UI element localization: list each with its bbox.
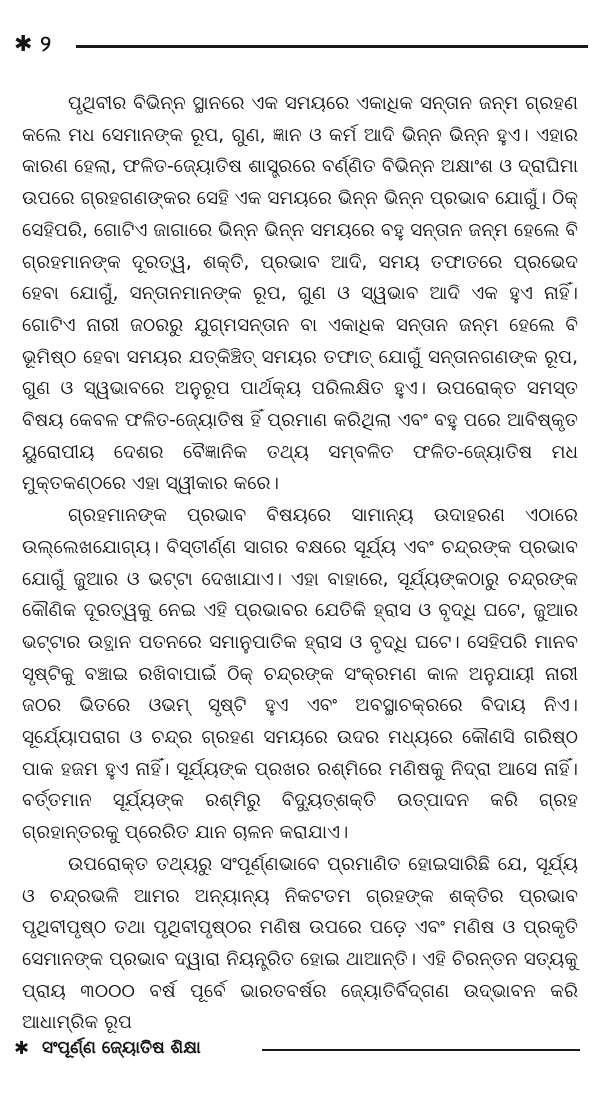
header-rule bbox=[76, 45, 588, 48]
paragraph-1: ପୃଥିବୀର ବିଭିନ୍ନ ସ୍ଥାନରେ ଏକ ସମୟରେ ଏକାଧିକ ସନ୍ତାନ ଜନ୍ମ ଗ୍ରହଣ କଲେ ମଧ ସେମାନଙ୍କ ରୂପ, ଗୁଣ, ଜ୍ଞାନ ଓ କର୍ମ ଆଦି ଭିନ୍ନ ଭିନ୍ନ ହୁଏ। ଏହାର କାରଣ ହେଲା, ଫଳିତ-ଜ୍ୟୋତିଷ ଶାସ୍ତ୍ରରେ ବର୍ଣ୍ଣିତ ବିଭିନ୍ନ ଅକ୍ଷାଂଶ ଓ ଦ୍ରାଘିମା ଉପରେ ଗ୍ରହଗଣଙ୍କର ସେହି ଏକ ସମୟରେ ଭିନ୍ନ ଭିନ୍ନ ପ୍ରଭାବ ଯୋଗୁଁ। ଠିକ୍ ସେହିପରି, ଗୋଟିଏ ଜାଗାରେ ଭିନ୍ନ ଭିନ୍ନ ସମୟରେ ବହୁ ସନ୍ତାନ ଜନ୍ମ ହେଲେ ବି ଗ୍ରହମାନଙ୍କ ଦୂରତ୍ୱ, ଶକ୍ତି, ପ୍ରଭାବ ଆଦି, ସମୟ ତଫାତରେ ପ୍ରଭେଦ ହେବା ଯୋଗୁଁ, ସନ୍ତାନମାନଙ୍କ ରୂପ, ଗୁଣ ଓ ସ୍ୱଭାବ ଆଦି ଏକ ହୁଏ ନାହିଁ। ଗୋଟିଏ ନାରୀ ଜଠରରୁ ଯୁଗ୍ମସନ୍ତାନ ବା ଏକାଧିକ ସନ୍ତାନ ଜନ୍ମ ହେଲେ ବି ଭୂମିଷ୍ଠ ହେବା ସମୟର ଯତ୍କିଞ୍ଚିତ୍ ସମୟର ତଫାତ୍ ଯୋଗୁଁ ସନ୍ତାନଗଣଙ୍କ ରୂପ, ଗୁଣ ଓ ସ୍ୱଭାବରେ ଅନୁରୂପ ପାର୍ଥକ୍ୟ ପରିଲକ୍ଷିତ ହୁଏ। ଉପରୋକ୍ତ ସମସ୍ତ ବିଷୟ କେବଳ ଫଳିତ-ଜ୍ୟୋତିଷ ହିଁ ପ୍ରମାଣ କରିଥିଲା ଏବଂ ବହୁ ପରେ ଆବିଷ୍କୃତ ୟୁରୋପୀୟ ଦେଶର ବୈଜ୍ଞାନିକ ତଥ୍ୟ ସମ୍ବଳିତ ଫଳିତ-ଜ୍ୟୋତିଷ ମଧ ମୁକ୍ତକଣ୍ଠରେ ଏହା ସ୍ୱୀକାର କରେ। bbox=[22, 93, 578, 495]
body-text bbox=[22, 88, 578, 1039]
paragraph-3: ଉପରୋକ୍ତ ତଥ୍ୟରୁ ସଂପୂର୍ଣ୍ଣଭାବେ ପ୍ରମାଣିତ ହୋଇସାରିଛି ଯେ, ସୂର୍ଯ୍ୟ ଓ ଚନ୍ଦ୍ରଭଳି ଆମର ଅନ୍ୟାନ୍ୟ ନିକଟତମ ଗ୍ରହଙ୍କ ଶକ୍ତିର ପ୍ରଭାବ ପୃଥିବୀପୃଷ୍ଠ ତଥା ପୃଥିବୀପୃଷ୍ଠର ମଣିଷ ଉପରେ ପଡ଼େ ଏବଂ ମଣିଷ ଓ ପ୍ରକୃତି ସେମାନଙ୍କ ପ୍ରଭାବ ଦ୍ୱାରା ନିୟନ୍ତ୍ରିତ ହୋଇ ଥାଆନ୍ତି। ଏହି ଚିରନ୍ତନ ସତ୍ୟକୁ ପ୍ରାୟ ୩୦୦୦ ବର୍ଷ ପୂର୍ବେ ଭାରତବର୍ଷର ଜ୍ୟୋତିର୍ବିଦ୍‌ଗଣ ଉଦ୍ଭାବନ କରି ଆଧାମ୍ରିକ ରୂପ bbox=[22, 853, 578, 1034]
page-footer bbox=[14, 1036, 588, 1066]
page-number: ✱ ୨ bbox=[14, 32, 52, 57]
page-header bbox=[14, 30, 588, 62]
book-title: ସଂପୂର୍ଣ୍ଣ ଜ୍ୟୋତିଷ ଶିକ୍ଷା bbox=[42, 1038, 201, 1058]
star-icon: ✱ bbox=[14, 1038, 30, 1059]
paragraph-2: ଗ୍ରହମାନଙ୍କ ପ୍ରଭାବ ବିଷୟରେ ସାମାନ୍ୟ ଉଦାହରଣ ଏଠାରେ ଉଲ୍ଲେଖଯୋଗ୍ୟ। ବିସ୍ତୀର୍ଣ୍ଣ ସାଗର ବକ୍ଷରେ ସୂର୍ଯ୍ୟ ଏବଂ ଚନ୍ଦ୍ରଙ୍କ ପ୍ରଭାବ ଯୋଗୁଁ ଜୁଆର ଓ ଭଟ୍ଟା ଦେଖାଯାଏ। ଏହା ବାହାରେ, ସୂର୍ଯ୍ୟଙ୍କଠାରୁ ଚନ୍ଦ୍ରଙ୍କ କୌଣିକ ଦୂରତ୍ୱକୁ ନେଇ ଏହି ପ୍ରଭାବର ଯେତିକି ହ୍ରାସ ଓ ବୃଦ୍ଧି ଘଟେ, ଜୁଆର ଭଟ୍ଟାର ଉତ୍ଥାନ ପତନରେ ସମାନୁପାତିକ ହ୍ରାସ ଓ ବୃଦ୍ଧି ଘଟେ। ସେହିପରି ମାନବ ସୃଷ୍ଟିକୁ ବଞ୍ଚାଇ ରଖିବାପାଇଁ ଠିକ୍ ଚନ୍ଦ୍ରଙ୍କ ସଂକ୍ରମଣ କାଳ ଅନୁଯାୟୀ ନାରୀ ଜଠର ଭିତରେ ଓଭମ୍ ସୃଷ୍ଟି ହୁଏ ଏବଂ ଅବସ୍ଥାଚକ୍ରରେ ବିଦାୟ ନିଏ। ସୂର୍ଯ୍ୟୋପରାଗ ଓ ଚନ୍ଦ୍ର ଗ୍ରହଣ ସମୟରେ ଉଦର ମଧ୍ୟରେ କୌଣସି ଗରିଷ୍ଠ ପାକ ହଜମ ହୁଏ ନାହିଁ। ସୂର୍ଯ୍ୟଙ୍କ ପ୍ରଖର ରଶ୍ମିରେ ମଣିଷକୁ ନିଦ୍ରା ଆସେ ନାହିଁ। ବର୍ତ୍ତମାନ ସୂର୍ଯ୍ୟଙ୍କ ରଶ୍ମିରୁ ବିଦ୍ୟୁତ୍‌ଶକ୍ତି ଉତ୍ପାଦନ କରି ଗ୍ରହ ଗ୍ରହାନ୍ତରକୁ ପ୍ରେରିତ ଯାନ ଚାଳନ କରାଯାଏ। bbox=[22, 505, 578, 844]
footer-rule bbox=[262, 1049, 580, 1051]
